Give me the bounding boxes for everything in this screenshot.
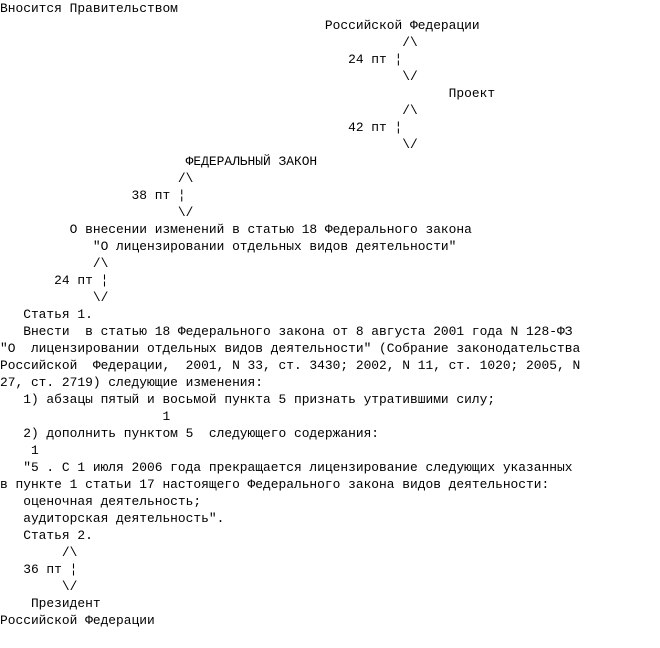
article-1-text: "О лицензировании отдельных видов деятельности" (Собрание законодательства [0,341,581,356]
quoted-amendment: "5 . С 1 июля 2006 года прекращается лицензирование следующих указанных [0,460,573,475]
spacing-marker-top: /\ [0,103,418,118]
article-1-heading: Статья 1. [0,307,93,322]
submitter-line-cont: Российской Федерации [0,18,480,33]
quoted-amendment: аудиторская деятельность". [0,511,225,526]
spacing-marker-top: /\ [0,256,109,271]
article-2-heading: Статья 2. [0,528,93,543]
article-1-text: 27, ст. 2719) следующие изменения: [0,375,264,390]
spacing-marker-label: 24 пт ¦ [0,52,403,67]
article-1-item-1: 1) абзацы пятый и восьмой пункта 5 признать утратившими силу; [0,392,496,407]
spacing-marker-bottom: \/ [0,137,418,152]
spacing-marker-bottom: \/ [0,205,194,220]
law-title-line-1: О внесении изменений в статью 18 Федерального закона [0,222,472,237]
spacing-marker-bottom: \/ [0,290,109,305]
project-label: Проект [0,86,496,101]
spacing-marker-label: 38 пт ¦ [0,188,186,203]
quoted-amendment: оценочная деятельность; [0,494,202,509]
law-title-line-2: "О лицензировании отдельных видов деятельности" [0,239,457,254]
law-type-heading: ФЕДЕРАЛЬНЫЙ ЗАКОН [0,154,318,169]
spacing-marker-bottom: \/ [0,579,78,594]
quoted-amendment: в пункте 1 статьи 17 настоящего Федерального закона видов деятельности: [0,477,550,492]
spacing-marker-label: 42 пт ¦ [0,120,403,135]
spacing-marker-label: 24 пт ¦ [0,273,109,288]
signature-title: Президент [0,596,101,611]
signature-title-cont: Российской Федерации [0,613,155,628]
spacing-marker-top: /\ [0,545,78,560]
article-1-item-2: 2) дополнить пунктом 5 следующего содержания: [0,426,380,441]
spacing-marker-top: /\ [0,171,194,186]
spacing-marker-top: /\ [0,35,418,50]
spacing-marker-bottom: \/ [0,69,418,84]
submitter-line: Вносится Правительством [0,1,178,16]
article-1-text: Российской Федерации, 2001, N 33, ст. 3430; 2002, N 11, ст. 1020; 2005, N [0,358,581,373]
superscript-line: 1 [0,409,171,424]
article-1-text: Внести в статью 18 Федерального закона от 8 августа 2001 года N 128-ФЗ [0,324,573,339]
superscript-line: 1 [0,443,39,458]
spacing-marker-label: 36 пт ¦ [0,562,78,577]
